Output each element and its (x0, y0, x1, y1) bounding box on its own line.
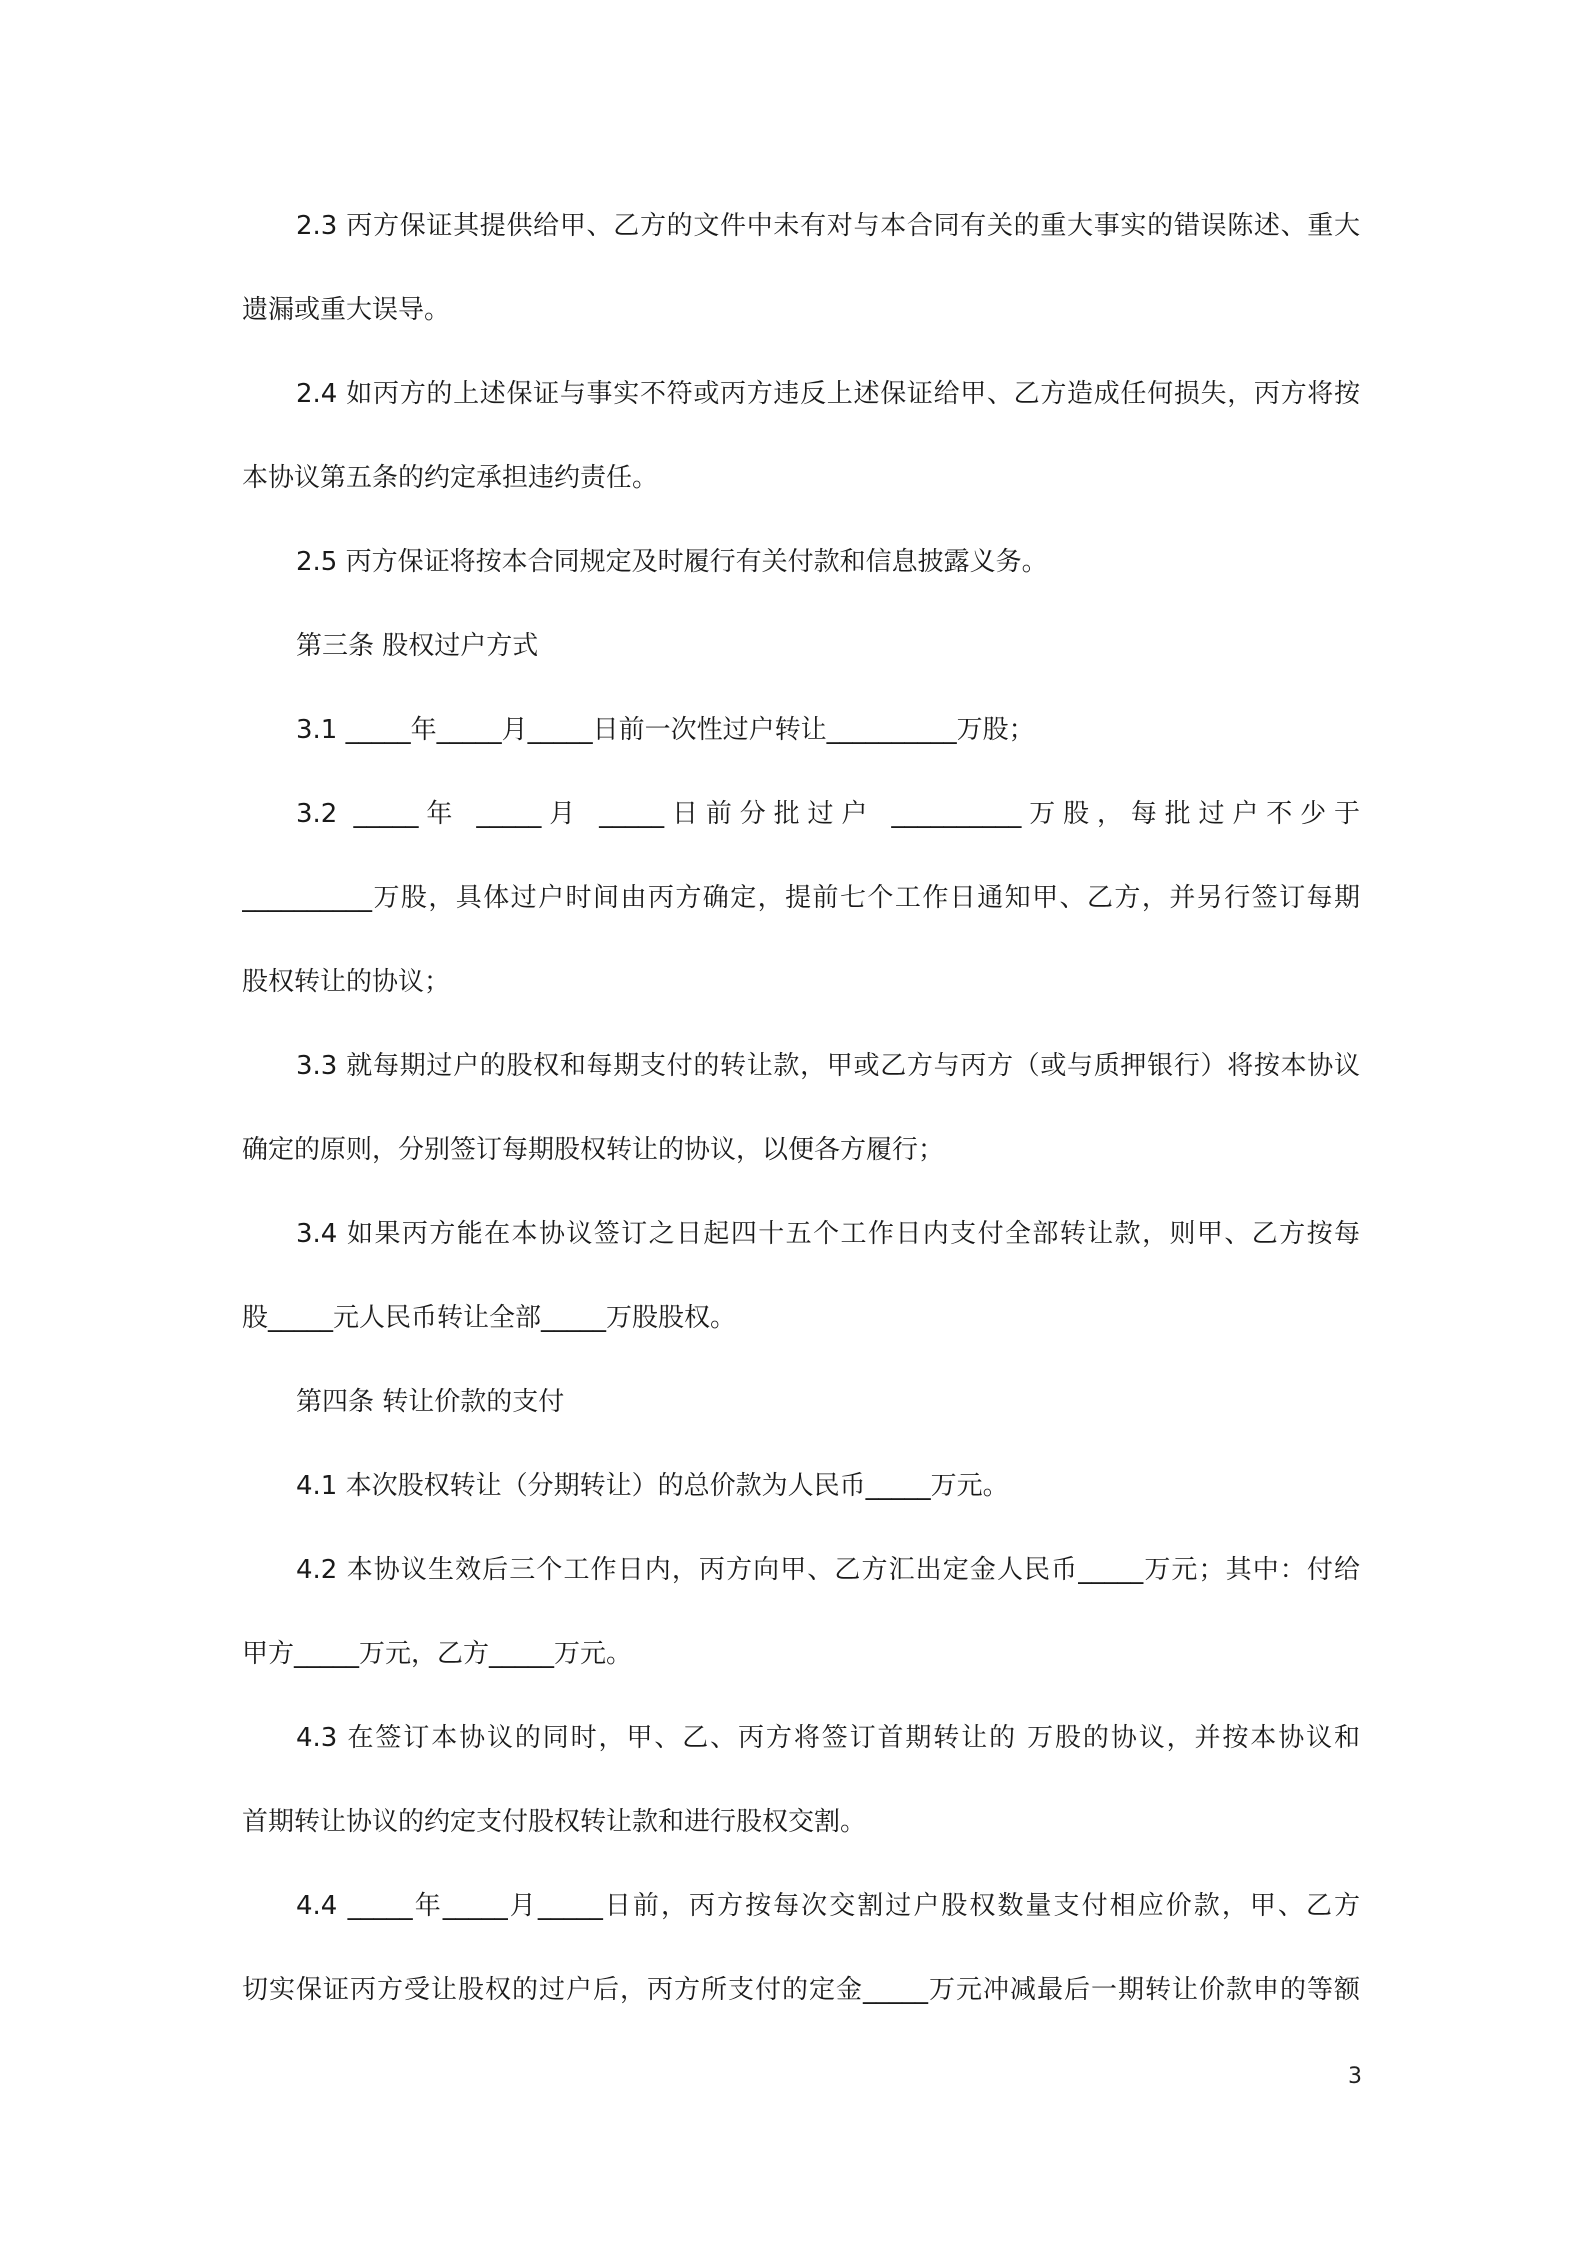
article-4-heading: 第四条 转让价款的支付 (296, 1387, 565, 1417)
clause-4-1: 4.1 本次股权转让（分期转让）的总价款为人民币_____万元。 (296, 1471, 1009, 1501)
clause-2-5: 2.5 丙方保证将按本合同规定及时履行有关付款和信息披露义务。 (296, 547, 1048, 577)
clause-3-1: 3.1 _____年_____月_____日前一次性过户转让__________万股； (296, 715, 1035, 745)
clause-3-2-line-1: 3.2 _____年 _____月 _____日前分批过户 __________万股，每批过户不少于 (296, 799, 1360, 829)
clause-3-2-line-2: __________万股，具体过户时间由丙方确定，提前七个工作日通知甲、乙方，并另行签订每期 (242, 883, 1360, 913)
clause-3-3-line-1: 3.3 就每期过户的股权和每期支付的转让款，甲或乙方与丙方（或与质押银行）将按本协议 (296, 1051, 1360, 1081)
clause-4-2-line-1: 4.2 本协议生效后三个工作日内，丙方向甲、乙方汇出定金人民币_____万元；其中：付给 (296, 1555, 1360, 1585)
clause-3-4-line-2: 股_____元人民币转让全部_____万股股权。 (242, 1303, 737, 1333)
clause-2-4-line-2: 本协议第五条的约定承担违约责任。 (242, 463, 659, 493)
clause-3-4-line-1: 3.4 如果丙方能在本协议签订之日起四十五个工作日内支付全部转让款，则甲、乙方按每 (296, 1219, 1360, 1249)
clause-4-4-line-1: 4.4 _____年_____月_____日前，丙方按每次交割过户股权数量支付相应价款，甲、乙方 (296, 1891, 1360, 1921)
clause-2-4-line-1: 2.4 如丙方的上述保证与事实不符或丙方违反上述保证给甲、乙方造成任何损失，丙方将按 (296, 379, 1360, 409)
clause-3-2-line-3: 股权转让的协议； (242, 967, 451, 997)
article-3-heading: 第三条 股权过户方式 (296, 631, 539, 661)
clause-2-3-line-2: 遗漏或重大误导。 (242, 295, 451, 325)
clause-2-3-line-1: 2.3 丙方保证其提供给甲、乙方的文件中未有对与本合同有关的重大事实的错误陈述、重大 (296, 211, 1360, 241)
clause-4-4-line-2: 切实保证丙方受让股权的过户后，丙方所支付的定金_____万元冲减最后一期转让价款申的等额 (242, 1975, 1360, 2005)
document-body (242, 200, 1360, 2048)
page-number: 3 (1348, 2064, 1362, 2089)
clause-3-3-line-2: 确定的原则，分别签订每期股权转让的协议，以便各方履行； (242, 1135, 945, 1165)
clause-4-3-line-1: 4.3 在签订本协议的同时，甲、乙、丙方将签订首期转让的 万股的协议，并按本协议和 (296, 1723, 1360, 1753)
clause-4-3-line-2: 首期转让协议的约定支付股权转让款和进行股权交割。 (242, 1807, 867, 1837)
clause-4-2-line-2: 甲方_____万元，乙方_____万元。 (242, 1639, 633, 1669)
